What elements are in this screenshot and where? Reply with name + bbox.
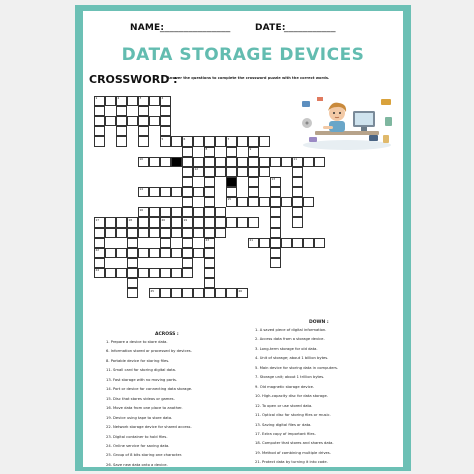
grid-cell[interactable] [149,116,160,126]
grid-cell[interactable] [215,167,226,177]
grid-cell[interactable] [116,268,127,278]
grid-cell[interactable] [204,268,215,278]
grid-cell[interactable] [138,157,149,167]
across-clue: 24. Online service for saving data. [106,443,170,448]
grid-cell[interactable] [149,157,160,167]
grid-cell[interactable] [248,167,259,177]
clue-number: 23 [205,237,210,242]
grid-cell[interactable] [94,96,105,106]
grid-cell[interactable] [193,207,204,217]
grid-cell[interactable] [138,248,149,258]
grid-cell[interactable] [215,136,226,146]
grid-cell[interactable] [171,187,182,197]
grid-cell[interactable] [270,187,281,197]
grid-cell[interactable] [171,228,182,238]
grid-cell[interactable] [303,238,314,248]
grid-cell[interactable] [127,278,138,288]
down-clue: 9. Old magnetic storage device. [255,384,315,389]
grid-cell[interactable] [237,136,248,146]
grid-cell[interactable] [292,207,303,217]
clue-number: 5 [161,136,164,141]
grid-cell[interactable] [259,136,270,146]
clue-number: 20 [161,217,166,222]
grid-cell[interactable] [215,228,226,238]
boy-at-computer-illustration [295,93,399,151]
clue-number: 3 [139,96,142,101]
clue-number: 6 [183,136,186,141]
grid-cell[interactable] [138,187,149,197]
grid-cell[interactable] [116,136,127,146]
grid-cell[interactable] [248,238,259,248]
clue-number: 24 [95,268,100,273]
grid-cell[interactable] [182,238,193,248]
page-title: DATA STORAGE DEVICES [121,45,365,65]
grid-cell[interactable] [204,217,215,227]
grid-cell[interactable] [171,248,182,258]
across-clue: 6. Information stored or processed by devices. [106,349,192,354]
grid-cell[interactable] [204,167,215,177]
across-heading: ACROSS : [155,332,179,337]
grid-cell[interactable] [127,228,138,238]
clue-number: 13 [271,177,276,182]
across-clue: 22. Network storage device for shared access. [106,425,192,430]
grid-cell[interactable] [160,288,171,298]
grid-cell[interactable] [270,228,281,238]
grid-cell[interactable] [303,157,314,167]
grid-cell[interactable] [204,238,215,248]
down-clue: 21. Protect data by turning it into code. [255,460,328,465]
down-clue: 12. To open or use stored data. [255,403,313,408]
grid-cell[interactable] [237,288,248,298]
down-heading: DOWN : [309,320,329,325]
grid-cell[interactable] [116,248,127,258]
clue-number: 7 [227,136,230,141]
grid-cell[interactable] [314,238,325,248]
grid-cell[interactable] [94,217,105,227]
grid-cell[interactable] [204,136,215,146]
clue-number: 14 [139,187,144,192]
grid-cell[interactable] [248,157,259,167]
grid-cell[interactable] [149,288,160,298]
across-clue: 13. Fast storage with no moving parts. [106,377,178,382]
grid-cell[interactable] [204,197,215,207]
grid-cell[interactable] [94,268,105,278]
grid-cell[interactable] [193,136,204,146]
grid-cell[interactable] [215,288,226,298]
grid-cell[interactable] [182,217,193,227]
grid-cell[interactable] [105,217,116,227]
grid-cell[interactable] [237,217,248,227]
grid-cell[interactable] [160,96,171,106]
grid-cell[interactable] [182,147,193,157]
down-clue: 18. Computer that stores and shares data. [255,441,334,446]
grid-cell[interactable] [226,197,237,207]
grid-cell[interactable] [248,177,259,187]
grid-cell[interactable] [270,157,281,167]
grid-cell[interactable] [270,238,281,248]
grid-cell[interactable] [259,157,270,167]
grid-cell[interactable] [138,106,149,116]
grid-cell[interactable] [281,157,292,167]
grid-cell[interactable] [292,177,303,187]
grid-cell[interactable] [127,268,138,278]
grid-cell[interactable] [127,116,138,126]
grid-cell[interactable] [259,238,270,248]
grid-cell[interactable] [204,147,215,157]
grid-cell[interactable] [193,288,204,298]
grid-cell[interactable] [138,136,149,146]
grid-cell[interactable] [116,228,127,238]
grid-cell[interactable] [270,248,281,258]
worksheet-border [75,5,411,471]
down-clue: 7. Storage unit; about 1 trillion bytes. [255,375,325,380]
clue-number: 10 [139,157,144,162]
grid-cell[interactable] [204,187,215,197]
grid-cell[interactable] [237,157,248,167]
grid-cell[interactable] [292,238,303,248]
grid-cell[interactable] [127,96,138,106]
date-field[interactable]: ___________ [284,23,336,33]
grid-cell[interactable] [160,116,171,126]
grid-cell[interactable] [116,106,127,116]
clue-number: 9 [249,146,252,151]
grid-cell[interactable] [204,278,215,288]
grid-cell[interactable] [193,217,204,227]
clue-number: 4 [161,96,164,101]
down-clue: 2. Access data from a storage device. [255,337,325,342]
grid-cell[interactable] [171,217,182,227]
grid-block [171,157,182,167]
grid-cell[interactable] [160,106,171,116]
down-clue: 5. Main device for storing data in computers. [255,365,339,370]
grid-cell[interactable] [259,167,270,177]
grid-cell[interactable] [248,136,259,146]
grid-cell[interactable] [226,167,237,177]
clue-number: 26 [238,288,243,293]
grid-cell[interactable] [193,167,204,177]
grid-cell[interactable] [281,197,292,207]
clue-number: 11 [293,157,298,162]
grid-cell[interactable] [105,116,116,126]
grid-cell[interactable] [204,228,215,238]
date-label: DATE: [255,23,286,33]
down-clue: 13. Saving digital files or data. [255,422,312,427]
grid-cell[interactable] [226,217,237,227]
grid-cell[interactable] [259,197,270,207]
grid-cell[interactable] [94,238,105,248]
grid-cell[interactable] [182,187,193,197]
grid-cell[interactable] [94,126,105,136]
grid-cell[interactable] [182,228,193,238]
grid-cell[interactable] [116,217,127,227]
grid-cell[interactable] [138,228,149,238]
grid-cell[interactable] [182,136,193,146]
grid-cell[interactable] [171,207,182,217]
down-clue: 11. Optical disc for storing files or music. [255,413,331,418]
grid-cell[interactable] [127,217,138,227]
grid-cell[interactable] [270,197,281,207]
crossword-label: CROSSWORD : [89,73,178,86]
across-clue: 14. Port or device for connecting data storage. [106,387,193,392]
grid-cell[interactable] [204,248,215,258]
grid-cell[interactable] [94,248,105,258]
grid-cell[interactable] [292,197,303,207]
grid-cell[interactable] [171,136,182,146]
down-clue: 4. Unit of storage; about 1 billion bytes. [255,356,329,361]
across-clue: 23. Digital container to hold files. [106,434,168,439]
grid-cell[interactable] [160,157,171,167]
grid-cell[interactable] [215,207,226,217]
grid-cell[interactable] [94,116,105,126]
grid-cell[interactable] [193,187,204,197]
grid-cell[interactable] [127,288,138,298]
worksheet [83,11,403,467]
grid-cell[interactable] [160,207,171,217]
grid-cell[interactable] [116,96,127,106]
clue-number: 16 [139,207,144,212]
grid-cell[interactable] [204,177,215,187]
across-clue: 1. Prepare a device to store data. [106,340,168,344]
grid-cell[interactable] [160,126,171,136]
grid-cell[interactable] [149,207,160,217]
grid-cell[interactable] [248,217,259,227]
grid-cell[interactable] [94,258,105,268]
grid-cell[interactable] [292,217,303,227]
down-clue: 17. Extra copy of important files. [255,431,316,436]
grid-cell[interactable] [160,268,171,278]
grid-cell[interactable] [105,268,116,278]
grid-cell[interactable] [314,157,325,167]
clue-number: 25 [150,288,155,293]
grid-cell[interactable] [193,157,204,167]
grid-cell[interactable] [182,268,193,278]
grid-cell[interactable] [226,187,237,197]
grid-cell[interactable] [138,217,149,227]
grid-cell[interactable] [226,288,237,298]
grid-cell[interactable] [226,147,237,157]
grid-cell[interactable] [248,197,259,207]
grid-cell[interactable] [138,96,149,106]
grid-cell[interactable] [105,248,116,258]
grid-cell[interactable] [292,187,303,197]
grid-cell[interactable] [237,167,248,177]
grid-cell[interactable] [94,228,105,238]
grid-cell[interactable] [149,268,160,278]
grid-cell[interactable] [270,258,281,268]
grid-cell[interactable] [160,136,171,146]
grid-cell[interactable] [149,228,160,238]
clue-number: 1 [95,96,98,101]
across-clue: 26. Save new data onto a device. [106,462,168,467]
across-clue: 8. Portable device for storing files. [106,358,170,363]
grid-cell[interactable] [160,217,171,227]
grid-cell[interactable] [182,177,193,187]
grid-cell[interactable] [182,157,193,167]
grid-cell[interactable] [94,106,105,116]
across-clue: 19. Device using tape to store data. [106,415,173,420]
grid-cell[interactable] [138,268,149,278]
clue-number: 12 [194,167,199,172]
grid-cell[interactable] [182,248,193,258]
grid-cell[interactable] [193,248,204,258]
grid-cell[interactable] [160,238,171,248]
grid-cell[interactable] [215,157,226,167]
down-clue: 3. Long-term storage for old data. [255,346,318,351]
grid-cell[interactable] [182,288,193,298]
grid-block [226,177,237,187]
grid-cell[interactable] [160,228,171,238]
across-clue: 25. Group of 8 bits storing one character. [106,453,183,458]
down-clue: 10. High-capacity disc for data storage. [255,394,328,399]
grid-cell[interactable] [160,248,171,258]
grid-cell[interactable] [138,126,149,136]
grid-cell[interactable] [160,187,171,197]
grid-cell[interactable] [105,96,116,106]
clue-number: 8 [205,146,208,151]
down-clue: 19. Method of combining multiple drives. [255,450,331,455]
grid-cell[interactable] [204,288,215,298]
across-clue: 16. Move data from one place to another. [106,406,183,411]
grid-cell[interactable] [127,238,138,248]
grid-cell[interactable] [116,116,127,126]
grid-cell[interactable] [182,258,193,268]
grid-cell[interactable] [303,197,314,207]
grid-cell[interactable] [248,147,259,157]
clue-number: 19 [183,217,188,222]
grid-cell[interactable] [215,217,226,227]
grid-cell[interactable] [182,207,193,217]
grid-cell[interactable] [204,207,215,217]
grid-cell[interactable] [193,228,204,238]
grid-cell[interactable] [171,268,182,278]
clue-number: 17 [95,217,100,222]
grid-cell[interactable] [116,126,127,136]
grid-cell[interactable] [182,167,193,177]
grid-cell[interactable] [281,238,292,248]
grid-cell[interactable] [138,116,149,126]
across-clue: 11. Small card for storing digital data. [106,368,177,373]
grid-cell[interactable] [270,177,281,187]
clue-number: 15 [227,197,232,202]
grid-cell[interactable] [105,228,116,238]
grid-cell[interactable] [127,258,138,268]
grid-cell[interactable] [149,96,160,106]
grid-cell[interactable] [292,157,303,167]
grid-cell[interactable] [292,167,303,177]
grid-cell[interactable] [204,258,215,268]
grid-cell[interactable] [270,217,281,227]
name-field[interactable]: _______________ [160,23,231,33]
grid-cell[interactable] [171,288,182,298]
instructions: Answer the questions to complete the crossword puzzle with the correct words. [167,76,330,80]
grid-cell[interactable] [149,248,160,258]
grid-cell[interactable] [248,187,259,197]
down-clue: 1. A saved piece of digital information. [255,328,327,332]
clue-number: 18 [128,217,133,222]
grid-cell[interactable] [94,136,105,146]
grid-cell[interactable] [182,197,193,207]
clue-number: 2 [117,96,120,101]
grid-cell[interactable] [204,157,215,167]
grid-cell[interactable] [127,248,138,258]
across-clue: 15. Disc that stores videos or games. [106,396,175,401]
grid-cell[interactable] [226,157,237,167]
grid-cell[interactable] [270,207,281,217]
grid-cell[interactable] [149,187,160,197]
grid-cell[interactable] [149,217,160,227]
name-label: NAME: [130,23,165,33]
clue-number: 21 [249,237,254,242]
grid-cell[interactable] [226,136,237,146]
grid-cell[interactable] [138,207,149,217]
grid-cell[interactable] [237,197,248,207]
clue-number: 22 [95,248,100,253]
